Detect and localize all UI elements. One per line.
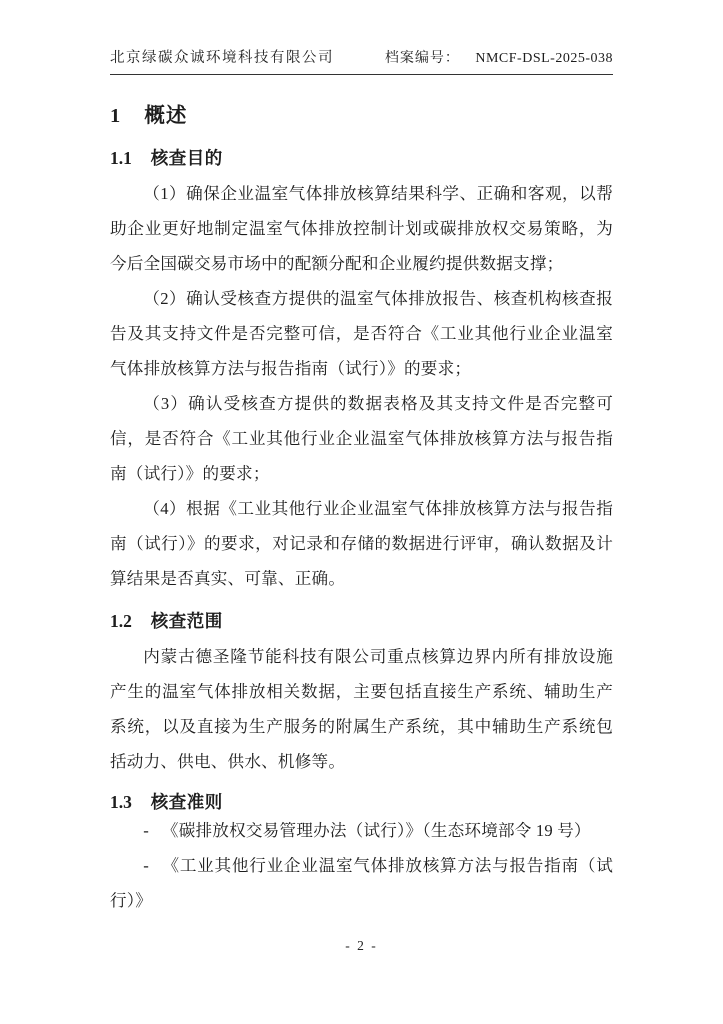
criteria-list-item-2	[110, 848, 613, 918]
section-1-2-number: 1.2	[110, 611, 132, 631]
page-number: - 2 -	[345, 938, 378, 953]
header-archive-number	[385, 47, 613, 67]
section-1-1-number: 1.1	[110, 148, 132, 168]
archive-number-label: 档案编号：	[384, 51, 460, 66]
chapter-heading	[110, 104, 613, 128]
archive-number-value: NMCF-DSL-2025-038	[475, 51, 613, 66]
header-company-name: 北京绿碳众诚环境科技有限公司	[110, 50, 334, 66]
criteria-item-1-text: 《碳排放权交易管理办法（试行）》（生态环境部令 19 号）	[161, 821, 591, 840]
section-heading-1-2	[110, 610, 613, 632]
paragraph-purpose-3: （3）确认受核查方提供的数据表格及其支持文件是否完整可信，是否符合《工业其他行业企业温室气体排放核算方法与报告指南（试行）》的要求；	[110, 394, 613, 483]
document-body	[110, 73, 613, 918]
bullet-dash-marker: -	[143, 856, 149, 875]
criteria-item-2-text: 《工业其他行业企业温室气体排放核算方法与报告指南（试行）》	[110, 856, 613, 910]
criteria-list-item-1	[110, 813, 613, 848]
chapter-title: 概述	[144, 105, 188, 127]
chapter-number: 1	[110, 105, 121, 127]
bullet-dash-marker: -	[143, 821, 149, 840]
page-header	[110, 46, 613, 75]
section-1-3-title: 核查准则	[150, 792, 223, 812]
section-heading-1-1	[110, 147, 613, 169]
section-1-1-title: 核查目的	[150, 148, 223, 168]
paragraph-purpose-2: （2）确认受核查方提供的温室气体排放报告、核查机构核查报告及其支持文件是否完整可信，是否符合《工业其他行业企业温室气体排放核算方法与报告指南（试行）》的要求；	[110, 289, 613, 378]
paragraph-purpose-4: （4）根据《工业其他行业企业温室气体排放核算方法与报告指南（试行）》的要求，对记录和存储的数据进行评审，确认数据及计算结果是否真实、可靠、正确。	[110, 499, 613, 588]
paragraph-purpose-1: （1）确保企业温室气体排放核算结果科学、正确和客观，以帮助企业更好地制定温室气体排放控制计划或碳排放权交易策略，为今后全国碳交易市场中的配额分配和企业履约提供数据支撑；	[110, 184, 613, 273]
section-1-2-title: 核查范围	[150, 611, 223, 631]
section-1-3-number: 1.3	[110, 792, 132, 812]
paragraph-scope: 内蒙古德圣隆节能科技有限公司重点核算边界内所有排放设施产生的温室气体排放相关数据，主要包括直接生产系统、辅助生产系统，以及直接为生产服务的附属生产系统，其中辅助生产系统包括动力、供电、供水、机修等。	[110, 647, 613, 771]
section-heading-1-3	[110, 791, 613, 813]
